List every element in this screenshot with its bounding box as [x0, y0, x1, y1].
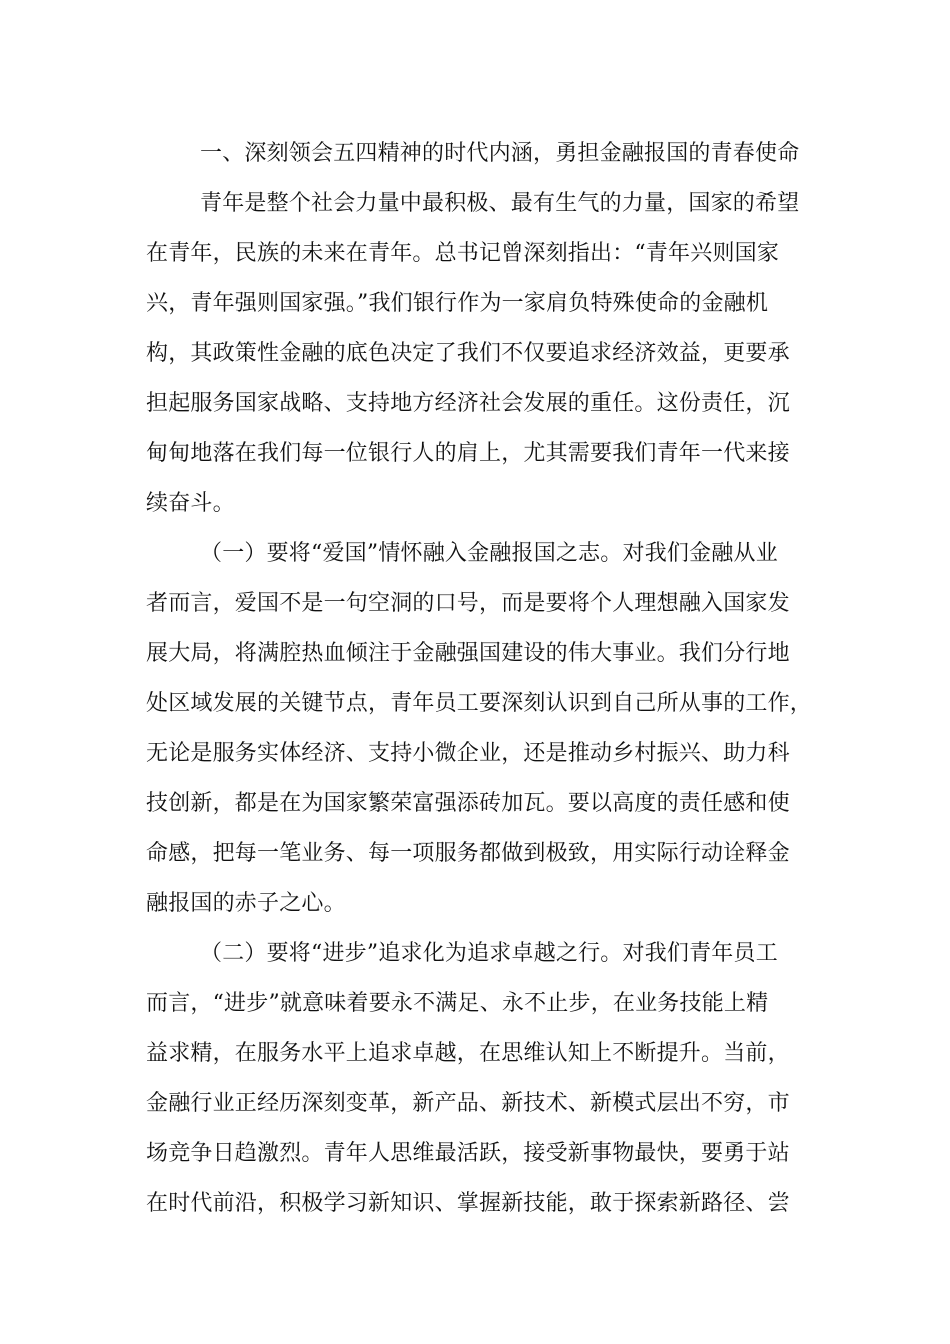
paragraph-3-line: 在时代前沿，积极学习新知识、掌握新技能，敢于探索新路径、尝: [146, 1191, 790, 1216]
section-heading: 一、深刻领会五四精神的时代内涵，勇担金融报国的青春使命: [200, 141, 800, 166]
paragraph-2-line: 展大局，将满腔热血倾注于金融强国建设的伟大事业。我们分行地: [146, 641, 790, 666]
paragraph-2-line: 技创新，都是在为国家繁荣富强添砖加瓦。要以高度的责任感和使: [146, 791, 790, 816]
paragraph-3-line: 益求精，在服务水平上追求卓越，在思维认知上不断提升。当前，: [146, 1041, 790, 1066]
paragraph-3-line: 金融行业正经历深刻变革，新产品、新技术、新模式层出不穷，市: [146, 1091, 790, 1116]
paragraph-3-line: 而言，“进步”就意味着要永不满足、永不止步，在业务技能上精: [146, 991, 769, 1016]
paragraph-3-line: 场竞争日趋激烈。青年人思维最活跃，接受新事物最快，要勇于站: [146, 1141, 790, 1166]
paragraph-1-line: 在青年，民族的未来在青年。总书记曾深刻指出：“青年兴则国家: [146, 241, 780, 266]
paragraph-2-line: 处区域发展的关键节点，青年员工要深刻认识到自己所从事的工作，: [146, 691, 813, 716]
paragraph-1-line: 担起服务国家战略、支持地方经济社会发展的重任。这份责任，沉: [146, 391, 790, 416]
paragraph-1-line: 兴，青年强则国家强。”我们银行作为一家肩负特殊使命的金融机: [146, 291, 769, 316]
paragraph-3-line: （二）要将“进步”追求化为追求卓越之行。对我们青年员工: [200, 941, 778, 966]
paragraph-1-line: 构，其政策性金融的底色决定了我们不仅要追求经济效益，更要承: [146, 341, 790, 366]
paragraph-2-line: 者而言，爱国不是一句空洞的口号，而是要将个人理想融入国家发: [146, 591, 790, 616]
paragraph-1-line: 青年是整个社会力量中最积极、最有生气的力量，国家的希望: [200, 191, 800, 216]
paragraph-2-line: 命感，把每一笔业务、每一项服务都做到极致，用实际行动诠释金: [146, 841, 790, 866]
paragraph-1-line: 续奋斗。: [146, 491, 235, 516]
paragraph-2-line: 融报国的赤子之心。: [146, 891, 346, 916]
paragraph-1-line: 甸甸地落在我们每一位银行人的肩上，尤其需要我们青年一代来接: [146, 441, 790, 466]
paragraph-2-line: 无论是服务实体经济、支持小微企业，还是推动乡村振兴、助力科: [146, 741, 790, 766]
paragraph-2-line: （一）要将“爱国”情怀融入金融报国之志。对我们金融从业: [200, 541, 778, 566]
